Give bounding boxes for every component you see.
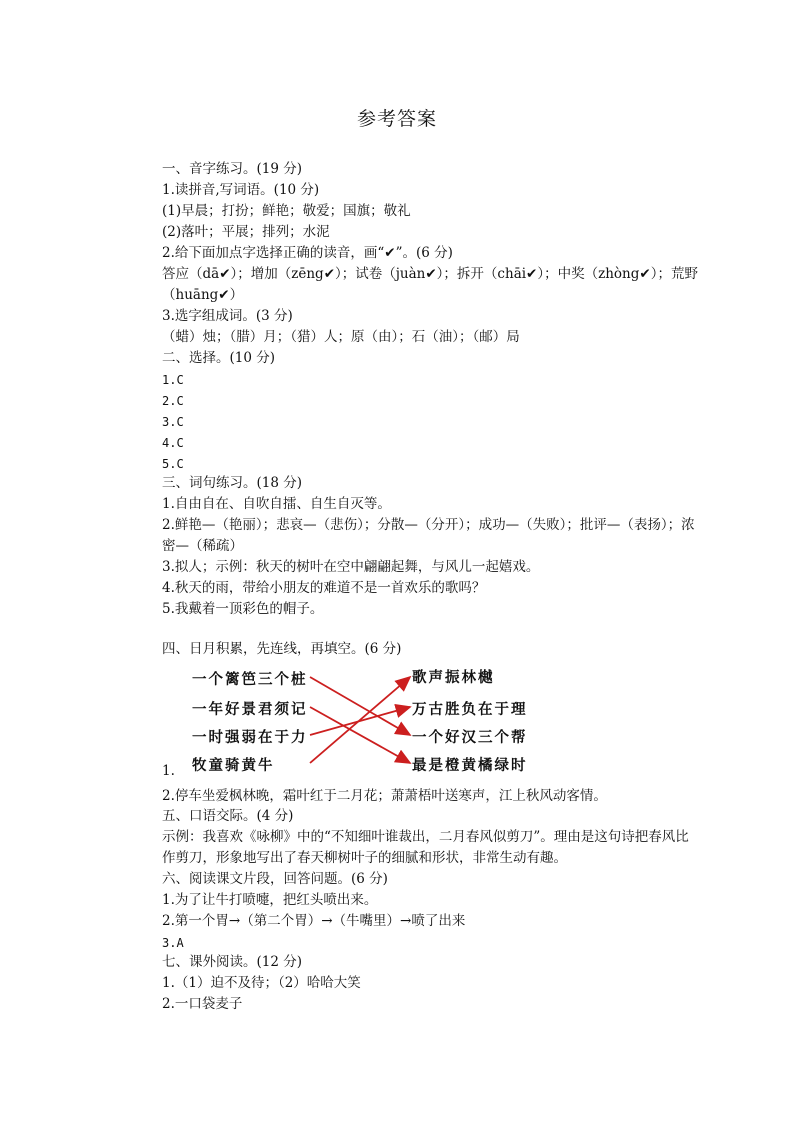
s1-q1-answer-1: (1)早晨；打扮；鲜艳；敬爱；国旗；敬礼 bbox=[162, 203, 411, 219]
s2-answer: 1.C bbox=[162, 373, 184, 387]
s3-answer-3: 3.拟人；示例：秋天的树叶在空中翩翩起舞，与风儿一起嬉戏。 bbox=[162, 559, 540, 575]
s1-q2-answer-2: （huāng✔） bbox=[162, 287, 244, 303]
match-line bbox=[310, 707, 410, 763]
s6-answer-3: 3.A bbox=[162, 936, 184, 950]
s6-answer-2: 2.第一个胃→（第二个胃）→（牛嘴里）→喷了出来 bbox=[162, 913, 466, 929]
s1-q1-answer-2: (2)落叶；平展；排列；水泥 bbox=[162, 224, 330, 240]
left-idiom: 牧童骑黄牛 bbox=[192, 757, 275, 774]
s3-answer-4: 4.秋天的雨，带给小朋友的难道不是一首欢乐的歌吗？ bbox=[162, 580, 486, 596]
s6-answer-1: 1.为了让牛打喷嚏，把红头喷出来。 bbox=[162, 892, 378, 908]
section-4-heading: 四、日月积累，先连线，再填空。(6 分) bbox=[162, 641, 402, 657]
s1-q2-answer-1: 答应（dā✔）；增加（zēng✔）；试卷（juàn✔）；拆开（chāi✔）；中奖（zhòng✔）；荒野 bbox=[162, 266, 698, 282]
s3-answer-2-line-1: 2.鲜艳—（艳丽）；悲哀—（悲伤）；分散—（分开）；成功—（失败）；批评—（表扬）；浓 bbox=[162, 517, 695, 533]
s1-q3: 3.选字组成词。(3 分) bbox=[162, 308, 293, 324]
section-6-heading: 六、阅读课文片段，回答问题。(6 分) bbox=[162, 871, 388, 887]
s7-answer-2: 2.一口袋麦子 bbox=[162, 996, 243, 1012]
s3-answer-5: 5.我戴着一顶彩色的帽子。 bbox=[162, 601, 324, 617]
right-idiom: 万古胜负在于理 bbox=[412, 701, 528, 718]
right-idiom: 最是橙黄橘绿时 bbox=[412, 757, 528, 774]
s2-answer: 3.C bbox=[162, 415, 184, 429]
s1-q3-answer: （蜡）烛；（腊）月；（猎）人；原（由）；石（油）；（邮）局 bbox=[162, 329, 520, 345]
page-title: 参考答案 bbox=[356, 108, 437, 130]
s1-q2: 2.给下面加点字选择正确的读音，画“✔”。(6 分) bbox=[162, 245, 453, 261]
s2-answer: 4.C bbox=[162, 436, 184, 450]
s7-answer-1: 1.（1）迫不及待；（2）哈哈大笑 bbox=[162, 975, 361, 991]
left-idiom: 一时强弱在于力 bbox=[192, 729, 308, 746]
match-line bbox=[310, 677, 410, 735]
section-3-heading: 三、词句练习。(18 分) bbox=[162, 475, 303, 491]
s2-answer: 2.C bbox=[162, 394, 184, 408]
s1-q1: 1.读拼音,写词语。(10 分) bbox=[162, 182, 320, 198]
s4-answer-2: 2.停车坐爱枫林晚，霜叶红于二月花；萧萧梧叶送寒声，江上秋风动客情。 bbox=[162, 788, 607, 804]
left-idiom: 一个篱笆三个桩 bbox=[192, 671, 308, 688]
s3-answer-2-line-2: 密—（稀疏） bbox=[162, 538, 243, 554]
s5-answer-line-1: 示例：我喜欢《咏柳》中的“不知细叶谁裁出，二月春风似剪刀”。理由是这句诗把春风比 bbox=[162, 829, 689, 845]
s5-answer-line-2: 作剪刀，形象地写出了春天柳树叶子的细腻和形状，非常生动有趣。 bbox=[162, 850, 567, 866]
match-line bbox=[310, 677, 410, 763]
s2-answer: 5.C bbox=[162, 457, 184, 471]
section-5-heading: 五、口语交际。(4 分) bbox=[162, 808, 294, 824]
s3-answer-1: 1.自由自在、自吹自擂、自生自灭等。 bbox=[162, 496, 391, 512]
section-2-heading: 二、选择。(10 分) bbox=[162, 350, 276, 366]
right-idiom: 一个好汉三个帮 bbox=[412, 729, 528, 746]
s4-q1-label: 1. bbox=[162, 763, 175, 779]
right-idiom: 歌声振林樾 bbox=[412, 669, 495, 686]
left-idiom: 一年好景君须记 bbox=[192, 701, 308, 718]
matching-diagram bbox=[190, 660, 540, 778]
section-7-heading: 七、课外阅读。(12 分) bbox=[162, 954, 303, 970]
section-1-heading: 一、音字练习。(19 分) bbox=[162, 161, 303, 177]
